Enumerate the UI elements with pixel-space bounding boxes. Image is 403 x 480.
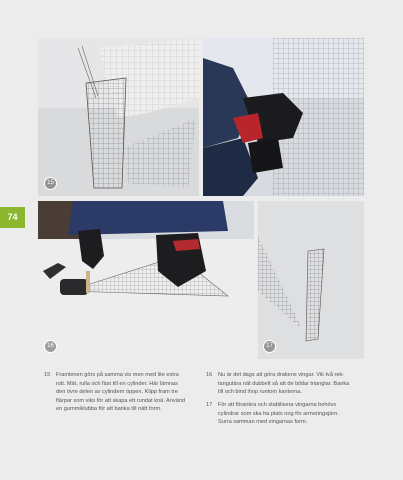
step-text: Framlenen görs på samma vis men med lite extra nät. Mät, rulla och fäst till en cylinder. Här lämnas den övre delen av cylindern öppen. Klipp fram tre flärpar som viks för att skapa ett rundat knä. Använd en gummiklubba för att banka till nätt form. <box>56 372 186 413</box>
page-number-tab: 74 <box>0 207 25 228</box>
photo-gloved-hands-binding <box>203 38 364 196</box>
step-text: För att förankra och stabilisera vingarna behövs cylindrar som ska ha plats nog för armeringsjärn. Surra samman med vingarnas form. <box>218 402 339 426</box>
step-number: 17 <box>206 402 213 408</box>
step-15 <box>44 371 204 421</box>
photo-16-hammering-wing <box>38 201 254 359</box>
photo-17-folded-wing <box>258 201 364 359</box>
step-number: 15 <box>44 372 51 378</box>
photo-15-wire-leg <box>38 38 199 196</box>
step-text: Nu är det dags att göra drakens vingar. Vik två rek- tangulära nät dubbelt så att de bildar trianglar. Banka till och bind ihop runtom kanterna. <box>218 372 350 396</box>
step-17 <box>206 401 364 431</box>
step-number: 16 <box>206 372 213 378</box>
photo-number-badge: 17 <box>263 340 276 353</box>
photo-number-badge: 15 <box>44 177 57 190</box>
photo-number-badge: 16 <box>44 340 57 353</box>
step-16 <box>206 371 364 401</box>
